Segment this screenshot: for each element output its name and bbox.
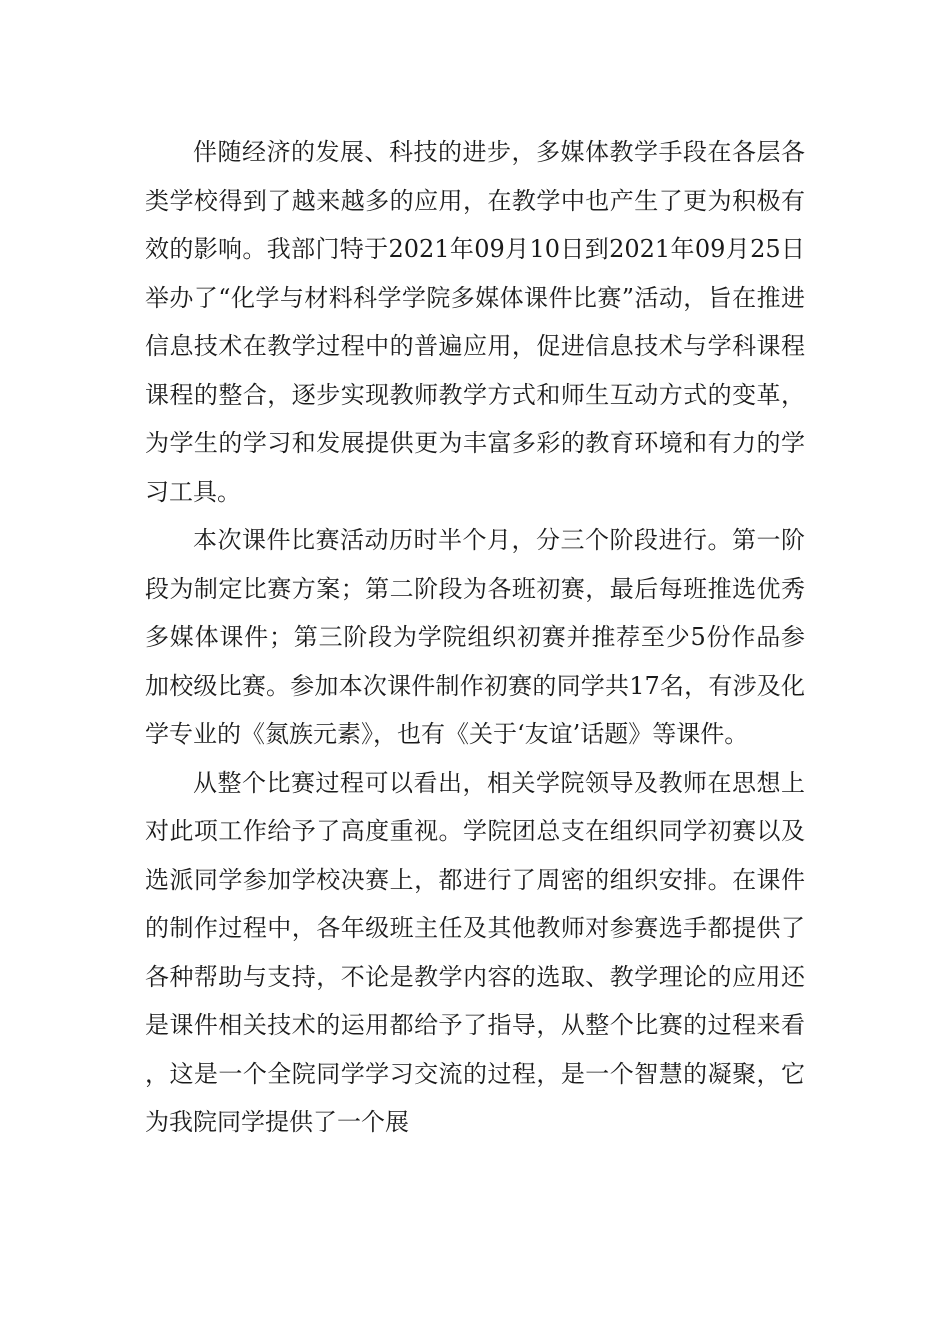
paragraph-stages: 本次课件比赛活动历时半个月，分三个阶段进行。第一阶段为制定比赛方案；第二阶段为各班初赛，最后每班推选优秀多媒体课件；第三阶段为学院组织初赛并推荐至少5份作品参加校级比赛。参加本次课件制作初赛的同学共17名，有涉及化学专业的《氮族元素》，也有《关于‘友谊’话题》等课件。 xyxy=(145,526,805,748)
document-body xyxy=(145,128,805,1147)
paragraph-process: 从整个比赛过程可以看出，相关学院领导及教师在思想上对此项工作给予了高度重视。学院团总支在组织同学初赛以及选派同学参加学校决赛上，都进行了周密的组织安排。在课件的制作过程中，各年级班主任及其他教师对参赛选手都提供了各种帮助与支持，不论是教学内容的选取、教学理论的应用还是课件相关技术的运用都给予了指导，从整个比赛的过程来看，这是一个全院同学学习交流的过程，是一个智慧的凝聚，它为我院同学提供了一个展 xyxy=(145,768,805,1136)
paragraph-intro: 伴随经济的发展、科技的进步，多媒体教学手段在各层各类学校得到了越来越多的应用，在教学中也产生了更为积极有效的影响。我部门特于2021年09月10日到2021年09月25日举办了“化学与材料科学学院多媒体课件比赛”活动，旨在推进信息技术在教学过程中的普遍应用，促进信息技术与学科课程课程的整合，逐步实现教师教学方式和师生互动方式的变革，为学生的学习和发展提供更为丰富多彩的教育环境和有力的学习工具。 xyxy=(145,138,805,506)
